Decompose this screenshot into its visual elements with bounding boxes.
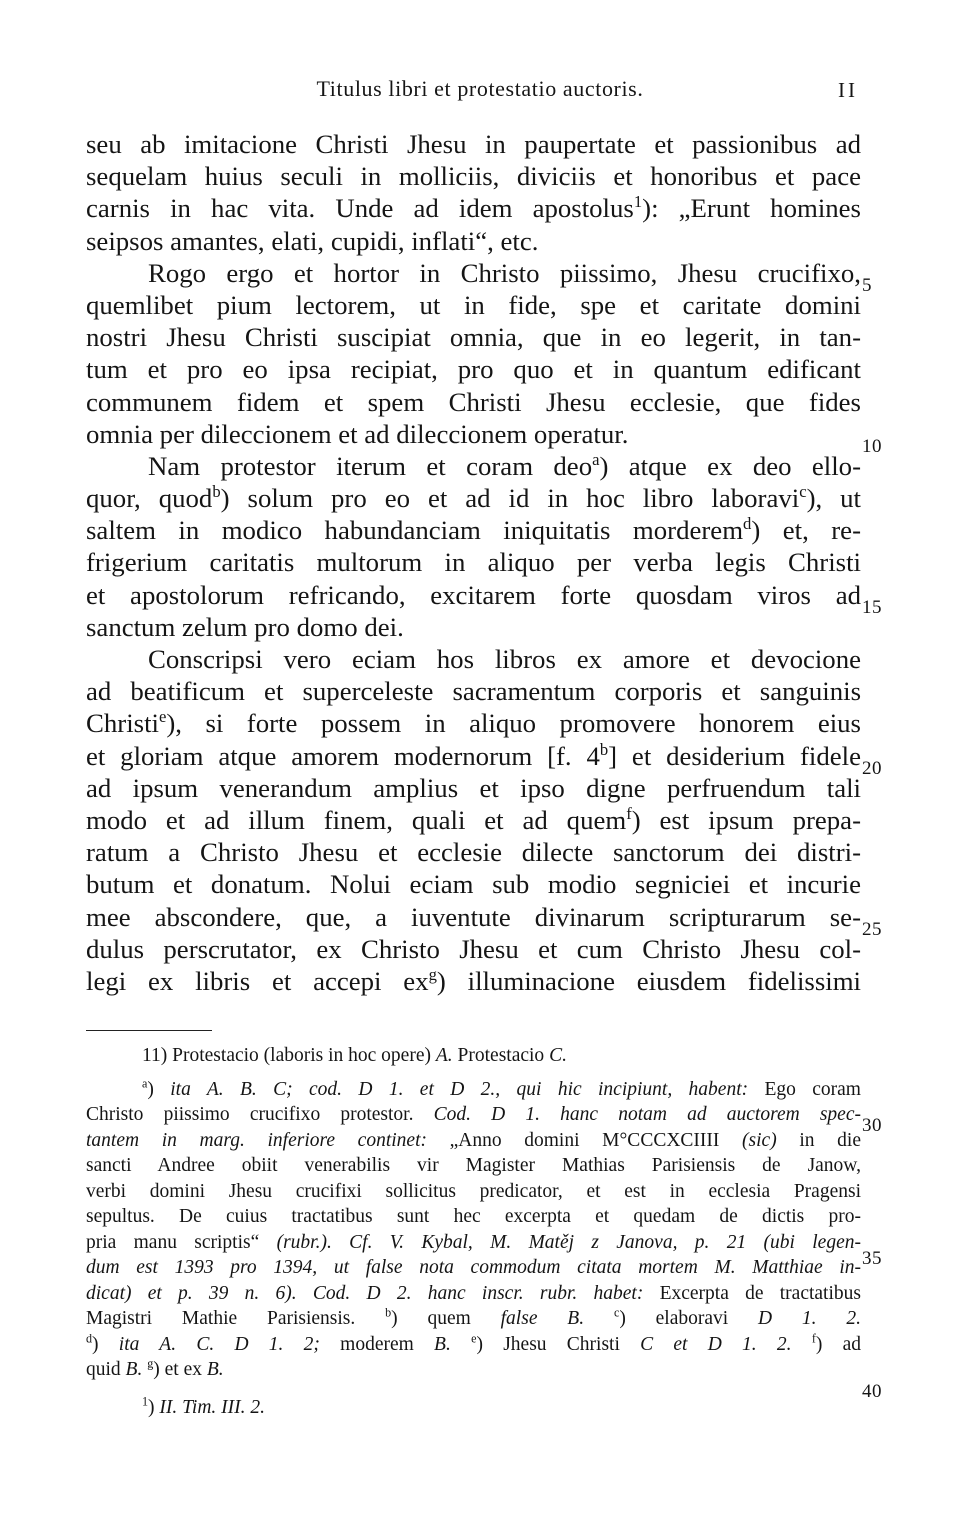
line-number: 10 <box>862 436 882 457</box>
footnote-mark: c <box>613 1305 620 1320</box>
text-segment: D 1. 2. <box>758 1308 862 1329</box>
text-segment: moderem <box>319 1333 435 1355</box>
text-segment: ), si forte possem in aliquo promovere honorem eius <box>166 708 861 739</box>
page-number: II <box>838 78 858 102</box>
text-segment: dicat) et p. 39 n. 6). Cod. D 2. hanc inscr. rubr. habet: <box>86 1282 644 1304</box>
footnote-line <box>86 1395 861 1421</box>
text-segment: et gloriam atque amorem modernorum [f. 4 <box>86 740 600 771</box>
text-line: et apostolorum refricando, excitarem forte quosdam viros ad <box>86 579 861 610</box>
text-line: butum et donatum. Nolui eciam sub modio segniciei et incurie <box>86 869 861 900</box>
text-line <box>86 965 861 997</box>
text-line <box>86 482 861 514</box>
text-segment: in die <box>776 1129 861 1151</box>
text-line: ad ipsum venerandum amplius et ipso digne perfruendum tali <box>86 772 861 803</box>
text-line: frigerium caritatis multorum in aliquo per verba legis Christi <box>86 547 861 578</box>
text-segment: Nam protestor iterum et coram deo <box>148 450 593 481</box>
line-number: 25 <box>862 919 882 940</box>
footnote-line <box>86 1306 861 1332</box>
text-line: ratum a Christo Jhesu et ecclesie dilecte sanctorum dei distri- <box>86 837 861 868</box>
line-number: 30 <box>862 1115 882 1136</box>
text-line: Rogo ergo et hortor in Christo piissimo, Jhesu crucifixo, <box>148 257 861 288</box>
text-segment: Excerpta de tractatibus <box>643 1282 861 1304</box>
text-segment: saltem in modico habundanciam iniquitatis morderem <box>86 515 744 546</box>
text-line <box>86 707 861 739</box>
text-line: communem fidem et spem Christi Jhesu ecclesie, que fides <box>86 386 861 417</box>
text-segment: modo et ad illum finem, quali et ad quem <box>86 804 627 835</box>
footnote-line <box>86 1332 861 1358</box>
footnote-ref: g <box>428 964 437 984</box>
footnote-mark: a <box>142 1076 148 1090</box>
text-segment: ): „Erunt homines <box>642 193 861 224</box>
line-numbers <box>862 0 922 1538</box>
text-segment <box>792 1334 812 1355</box>
text-segment: Christi <box>86 708 159 739</box>
text-line: nostri Jhesu Christi suscipiat omnia, que in eo legerit, in tan- <box>86 322 861 353</box>
text-segment: false B. <box>500 1308 585 1329</box>
text-line: omnia per dileccionem et ad dileccionem operatur. <box>86 418 629 449</box>
footnotes <box>86 1043 861 1420</box>
line-number: 5 <box>862 275 872 296</box>
text-line <box>86 450 861 482</box>
line-number: 35 <box>862 1248 882 1269</box>
footnote-ref: e <box>158 707 167 727</box>
text-segment: 11) Protestacio (laboris in hoc opere) <box>142 1045 436 1066</box>
text-segment: C. <box>549 1045 567 1066</box>
footnote-ref: 1 <box>633 192 643 212</box>
text-line: sequelam huius seculi in molliciis, diviciis et honoribus et pace <box>86 161 861 192</box>
footnote-line <box>86 1077 861 1103</box>
footnote-mark: f <box>811 1331 816 1345</box>
text-segment: Protestacio <box>452 1045 550 1066</box>
text-line: seipsos amantes, elati, cupidi, inflati“, etc. <box>86 225 539 256</box>
text-line: dulus perscrutator, ex Christo Jhesu et cum Christo Jhesu col- <box>86 933 861 964</box>
text-segment: A. <box>435 1045 453 1066</box>
text-segment: B. <box>125 1359 143 1380</box>
footnote-line <box>86 1281 861 1307</box>
text-segment: legi ex libris et accepi ex <box>86 965 429 996</box>
footnote-line: verbi domini Jhesu crucifixi sollicitus predicator, et est in ecclesia Pragensi <box>86 1180 861 1202</box>
line-number: 15 <box>862 597 882 618</box>
text-segment: ) illuminacione eiusdem fidelissimi <box>436 965 862 996</box>
text-segment: ) est ipsum prepa- <box>631 804 861 835</box>
footnote-mark: e <box>471 1331 477 1345</box>
footnote-ref: d <box>743 514 752 534</box>
text-segment: ita A. B. C; cod. D 1. et D 2., qui hic incipiunt, habent: <box>170 1078 749 1100</box>
text-segment: Magistri Mathie Parisiensis. <box>86 1308 386 1329</box>
footnote-line <box>86 1102 861 1128</box>
text-segment: tantem in marg. inferiore continet: <box>86 1129 427 1151</box>
main-text <box>86 128 861 997</box>
text-segment <box>584 1308 614 1329</box>
footnote-rule <box>86 1030 212 1031</box>
text-segment: ) <box>92 1333 119 1355</box>
footnote-ref: a <box>592 449 600 469</box>
footnote-mark: b <box>385 1305 392 1320</box>
text-segment: Christo piissimo crucifixo protestor. <box>86 1104 434 1125</box>
footnote-mark: g <box>147 1356 154 1371</box>
footnote-line: dum est 1393 pro 1394, ut false nota commodum citata mortem M. Matthiae in- <box>86 1257 861 1278</box>
text-segment: ita A. C. D 1. 2; <box>118 1333 320 1355</box>
text-segment <box>451 1334 471 1355</box>
text-segment: B. <box>434 1333 451 1355</box>
folio-sup: b <box>599 739 609 759</box>
footnote-mark: d <box>86 1331 93 1345</box>
text-line: quemlibet pium lectorem, ut in fide, spe et caritate domini <box>86 289 861 320</box>
text-line: ad beatificum et superceleste sacramentum corporis et sanguinis <box>86 676 861 707</box>
text-segment: (sic) <box>742 1129 777 1151</box>
text-segment: II. Tim. III. 2. <box>159 1396 266 1418</box>
text-segment: Ego coram <box>748 1078 861 1100</box>
text-segment: „Anno domini M°CCCXCIIII <box>426 1129 743 1151</box>
footnote-ref: c <box>799 482 807 502</box>
text-segment: carnis in hac vita. Unde ad idem apostolus <box>86 193 634 224</box>
text-segment: ) quem <box>391 1308 501 1329</box>
footnote-line <box>86 1230 861 1256</box>
text-segment: ) ad <box>815 1333 861 1355</box>
running-head: Titulus libri et protestatio auctoris. <box>316 76 644 101</box>
text-segment: pria manu scriptis“ <box>86 1231 277 1253</box>
footnote-line: sepultus. De cuius tractatibus sunt hec excerpta et quedam de dictis pro- <box>86 1206 861 1227</box>
footnote-line: sancti Andree obiit venerabilis vir Magister Mathias Parisiensis de Janow, <box>86 1155 861 1176</box>
text-segment: ) elaboravi <box>619 1308 759 1329</box>
footnote-line <box>86 1128 861 1154</box>
text-segment: ), ut <box>806 483 861 514</box>
footnote-mark: 1 <box>142 1394 149 1408</box>
line-number: 20 <box>862 758 882 779</box>
text-segment: ) <box>148 1396 160 1418</box>
text-segment: ) Jhesu Christi <box>476 1333 641 1355</box>
footnote-ref: b <box>212 482 221 502</box>
text-line: mee abscondere, que, a iuventute divinarum scripturarum se- <box>86 901 861 932</box>
text-segment: ) atque ex deo ello- <box>599 450 861 481</box>
text-line: seu ab imitacione Christi Jhesu in paupertate et passionibus ad <box>86 129 861 159</box>
footnote-line <box>86 1043 861 1069</box>
text-line <box>86 804 861 836</box>
text-line: tum et pro eo ipsa recipiat, pro quo et in quantum edificant <box>86 354 861 385</box>
text-segment: quid <box>86 1359 126 1380</box>
line-number: 40 <box>862 1381 882 1402</box>
text-segment: (rubr.). Cf. V. Kybal, M. Matěj z Janova, p. 21 (ubi legen- <box>276 1231 861 1253</box>
text-segment: ) solum pro eo et ad id in hoc libro laboravi <box>220 483 800 514</box>
footnote-ref: f <box>626 804 632 824</box>
text-line: sanctum zelum pro domo dei. <box>86 611 404 642</box>
text-segment: ) <box>147 1078 171 1100</box>
footnote-line <box>86 1357 861 1383</box>
text-line <box>86 740 861 772</box>
page-header <box>0 76 960 106</box>
text-segment: Cod. D 1. hanc notam ad auctorem spec- <box>433 1104 861 1125</box>
text-line <box>86 192 861 224</box>
text-line <box>86 514 861 546</box>
text-segment: C et D 1. 2. <box>640 1333 792 1355</box>
text-segment: B. <box>206 1359 224 1380</box>
text-line: Conscripsi vero eciam hos libros ex amore et devocione <box>148 644 861 674</box>
text-segment: ] et desiderium fidele <box>608 740 861 771</box>
text-segment: ) et ex <box>153 1359 207 1380</box>
text-segment: quor, quod <box>86 483 213 514</box>
text-segment: ) et, re- <box>751 515 861 546</box>
